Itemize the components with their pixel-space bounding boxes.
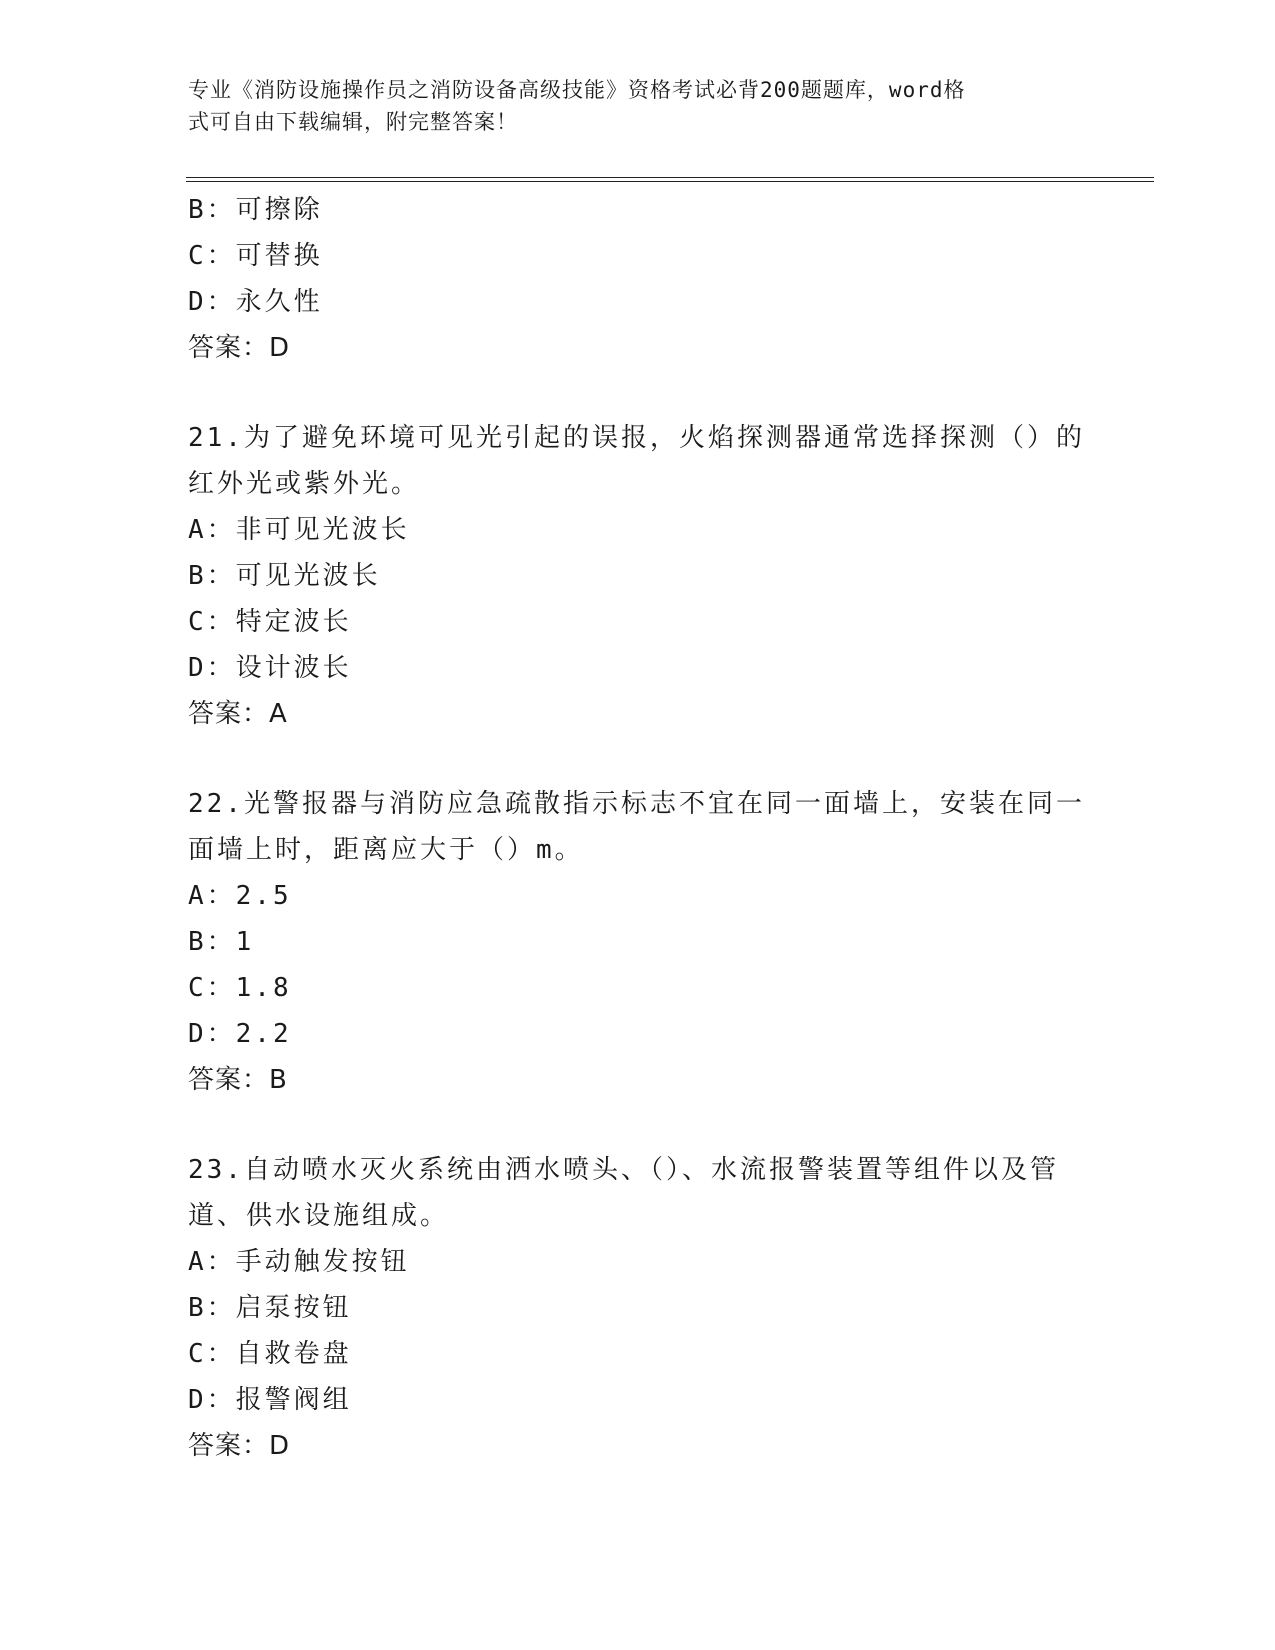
document-body [188, 187, 1088, 1469]
option-label: C： [188, 607, 236, 637]
header-line-1: 专业《消防设施操作员之消防设备高级技能》资格考试必背200题题库，word格 [188, 78, 966, 102]
option-label: B： [188, 1293, 236, 1323]
option-label: C： [188, 241, 236, 271]
question-stem-line-1: 21.为了避免环境可见光引起的误报，火焰探测器通常选择探测（）的 [188, 423, 1085, 453]
answer-line: 答案：D [188, 333, 291, 363]
option-text: 启泵按钮 [235, 1293, 352, 1323]
option-text: 永久性 [235, 287, 323, 317]
option-label: A： [188, 515, 236, 545]
option-label: A： [188, 1247, 236, 1277]
question-stem-line-2: 道、供水设施组成。 [188, 1201, 450, 1231]
option-label: D： [188, 1019, 236, 1049]
question-stem-line-2: 面墙上时，距离应大于（）m。 [188, 835, 584, 865]
spacer [188, 371, 1088, 415]
option-d [188, 1011, 1088, 1057]
option-a [188, 507, 1088, 553]
option-label: D： [188, 653, 236, 683]
question-21 [188, 415, 1088, 737]
question-22 [188, 781, 1088, 1103]
option-a [188, 873, 1088, 919]
option-text: 手动触发按钮 [235, 1247, 410, 1277]
spacer [188, 737, 1088, 781]
question-stem-line-1: 22.光警报器与消防应急疏散指示标志不宜在同一面墙上，安装在同一 [188, 789, 1085, 819]
spacer [188, 1103, 1088, 1147]
option-text: 2.5 [235, 881, 292, 911]
option-text: 报警阀组 [235, 1385, 352, 1415]
page-header [188, 74, 1068, 138]
header-double-rule [186, 177, 1154, 182]
partial-question [188, 187, 1088, 371]
question-stem-line-1: 23.自动喷水灭火系统由洒水喷头、（）、水流报警装置等组件以及管 [188, 1155, 1059, 1185]
option-d [188, 645, 1088, 691]
answer-line: 答案：A [188, 699, 288, 729]
option-text: 非可见光波长 [235, 515, 410, 545]
option-b [188, 919, 1088, 965]
option-c [188, 1331, 1088, 1377]
option-text: 自救卷盘 [235, 1339, 352, 1369]
option-text: 特定波长 [235, 607, 352, 637]
option-a [188, 1239, 1088, 1285]
option-d [188, 1377, 1088, 1423]
option-text: 可擦除 [235, 195, 323, 225]
answer-line: 答案：D [188, 1431, 291, 1461]
option-label: C： [188, 1339, 236, 1369]
option-text: 设计波长 [235, 653, 352, 683]
header-line-2: 式可自由下载编辑，附完整答案！ [188, 110, 518, 134]
option-label: B： [188, 195, 236, 225]
option-label: A： [188, 881, 236, 911]
option-c [188, 599, 1088, 645]
option-text: 可替换 [235, 241, 323, 271]
option-text: 可见光波长 [235, 561, 381, 591]
option-b [188, 1285, 1088, 1331]
option-c [188, 233, 1088, 279]
option-b [188, 553, 1088, 599]
question-23 [188, 1147, 1088, 1469]
option-b [188, 187, 1088, 233]
option-label: D： [188, 1385, 236, 1415]
option-label: B： [188, 561, 236, 591]
option-text: 1 [235, 927, 255, 957]
option-d [188, 279, 1088, 325]
answer-line: 答案：B [188, 1065, 288, 1095]
option-c [188, 965, 1088, 1011]
option-label: B： [188, 927, 236, 957]
option-text: 1.8 [235, 973, 292, 1003]
question-stem-line-2: 红外光或紫外光。 [188, 469, 421, 499]
option-label: D： [188, 287, 236, 317]
option-label: C： [188, 973, 236, 1003]
option-text: 2.2 [235, 1019, 292, 1049]
